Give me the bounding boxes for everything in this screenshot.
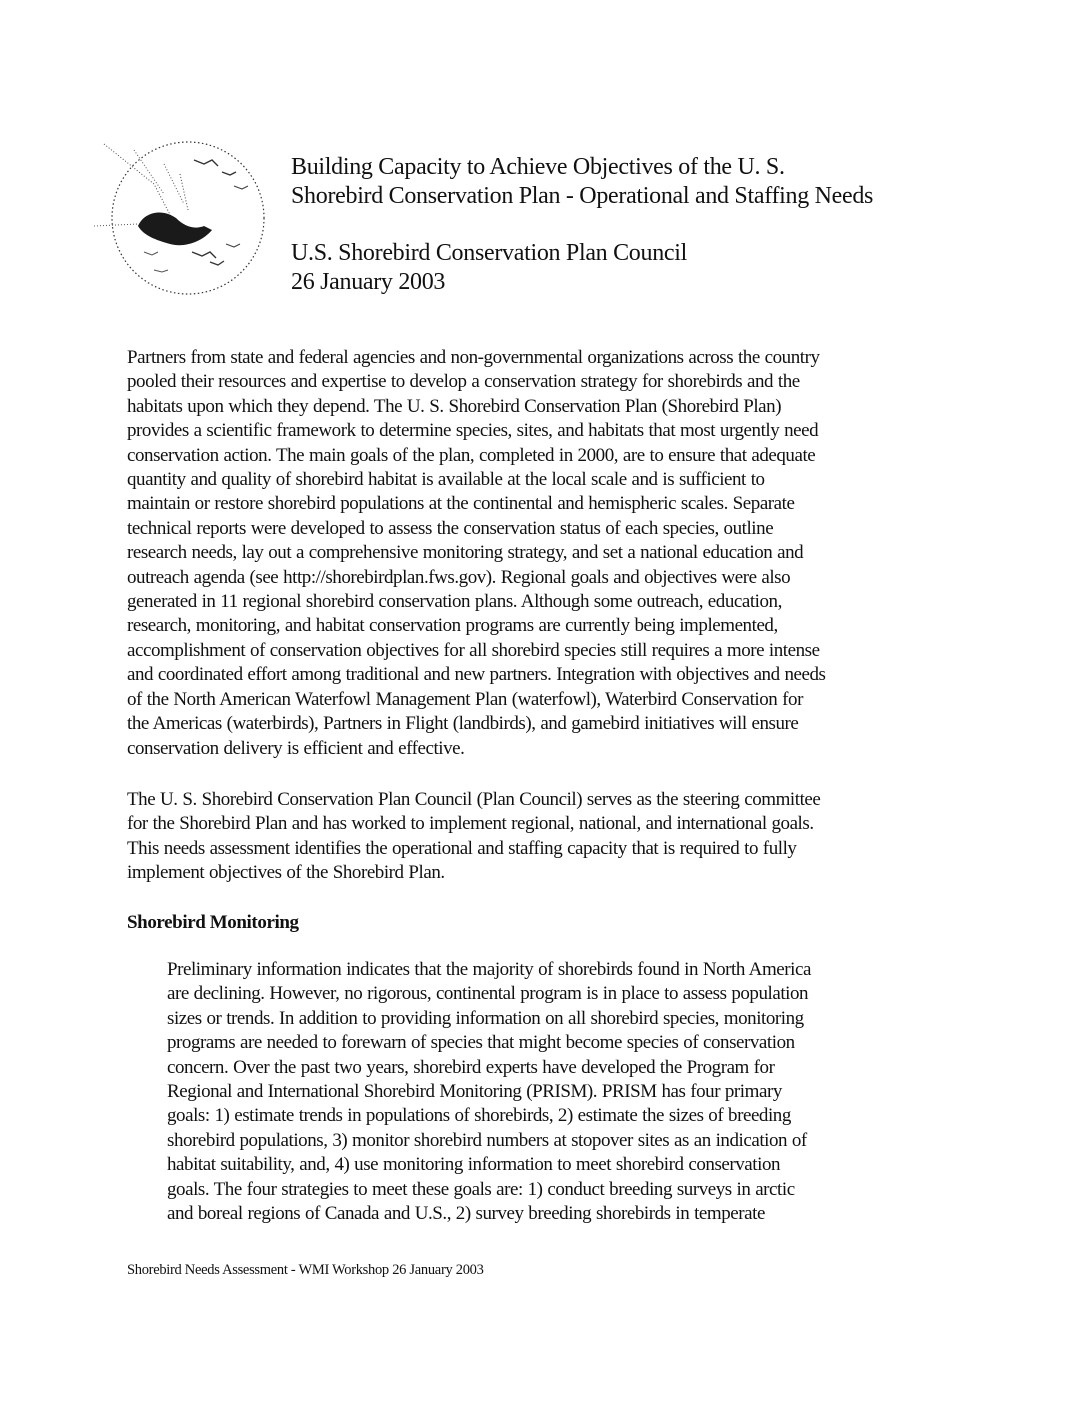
text-line: and coordinated effort among traditional and new partners. Integration with objectives and needs — [127, 664, 826, 686]
document-title-line-2: Shorebird Conservation Plan - Operational and Staffing Needs — [291, 183, 874, 209]
section-heading-shorebird-monitoring: Shorebird Monitoring — [127, 912, 299, 933]
text-line: of the North American Waterfowl Management Plan (waterfowl), Waterbird Conservation for — [127, 688, 803, 710]
text-line: are declining. However, no rigorous, continental program is in place to assess population — [167, 983, 809, 1005]
text-line: maintain or restore shorebird populations at the continental and hemispheric scales. Separate — [127, 493, 795, 515]
document-header — [291, 153, 873, 297]
text-line: Partners from state and federal agencies and non-governmental organizations across the country — [127, 347, 820, 368]
plan-council-paragraph — [127, 788, 977, 886]
text-line: provides a scientific framework to determine species, sites, and habitats that most urgently need — [127, 420, 819, 442]
intro-paragraph — [127, 346, 977, 761]
organization-name: U.S. Shorebird Conservation Plan Council — [291, 240, 687, 266]
text-line: technical reports were developed to assess the conservation status of each species, outline — [127, 517, 774, 539]
text-line: habitats upon which they depend. The U. S. Shorebird Conservation Plan (Shorebird Plan) — [127, 395, 782, 417]
text-line: goals: 1) estimate trends in populations of shorebirds, 2) estimate the sizes of breeding — [167, 1105, 791, 1127]
text-line: and boreal regions of Canada and U.S., 2) survey breeding shorebirds in temperate — [167, 1203, 765, 1225]
document-title-line-1: Building Capacity to Achieve Objectives of the U. S. — [291, 154, 785, 180]
text-line: research needs, lay out a comprehensive monitoring strategy, and set a national education and — [127, 542, 804, 564]
text-line: generated in 11 regional shorebird conservation plans. Although some outreach, education, — [127, 591, 782, 613]
page-footer: Shorebird Needs Assessment - WMI Workshop 26 January 2003 — [127, 1262, 484, 1278]
text-line: the Americas (waterbirds), Partners in Flight (landbirds), and gamebird initiatives will ensure — [127, 713, 799, 735]
text-line: programs are needed to forewarn of species that might become species of conservation — [167, 1032, 795, 1054]
text-line: for the Shorebird Plan and has worked to implement regional, national, and international goals. — [127, 813, 814, 835]
document-date: 26 January 2003 — [291, 269, 446, 295]
monitoring-paragraph — [167, 958, 967, 1226]
text-line: quantity and quality of shorebird habitat is available at the local scale and is sufficient to — [127, 469, 765, 491]
text-line: goals. The four strategies to meet these goals are: 1) conduct breeding surveys in arctic — [167, 1178, 795, 1200]
text-line: The U. S. Shorebird Conservation Plan Council (Plan Council) serves as the steering committee — [127, 789, 821, 810]
text-line: pooled their resources and expertise to develop a conservation strategy for shorebirds and the — [127, 371, 800, 393]
text-line: research, monitoring, and habitat conservation programs are currently being implemented, — [127, 615, 778, 637]
text-line: concern. Over the past two years, shorebird experts have developed the Program for — [167, 1056, 775, 1078]
text-line: sizes or trends. In addition to providing information on all shorebird species, monitoring — [167, 1007, 804, 1029]
text-line: shorebird populations, 3) monitor shorebird numbers at stopover sites as an indication of — [167, 1129, 807, 1151]
text-line: habitat suitability, and, 4) use monitoring information to meet shorebird conservation — [167, 1154, 781, 1176]
text-line: Preliminary information indicates that the majority of shorebirds found in North America — [167, 959, 811, 980]
text-line: conservation action. The main goals of the plan, completed in 2000, are to ensure that adequate — [127, 444, 816, 466]
text-line: Regional and International Shorebird Monitoring (PRISM). PRISM has four primary — [167, 1081, 782, 1103]
shorebird-council-logo-icon — [84, 134, 274, 296]
text-line: accomplishment of conservation objectives for all shorebird species still requires a more intense — [127, 639, 820, 661]
text-line: outreach agenda (see http://shorebirdplan.fws.gov). Regional goals and objectives were also — [127, 566, 791, 588]
text-line: implement objectives of the Shorebird Plan. — [127, 862, 445, 884]
text-line: This needs assessment identifies the operational and staffing capacity that is required to fully — [127, 837, 797, 859]
text-line: conservation delivery is efficient and effective. — [127, 737, 465, 759]
